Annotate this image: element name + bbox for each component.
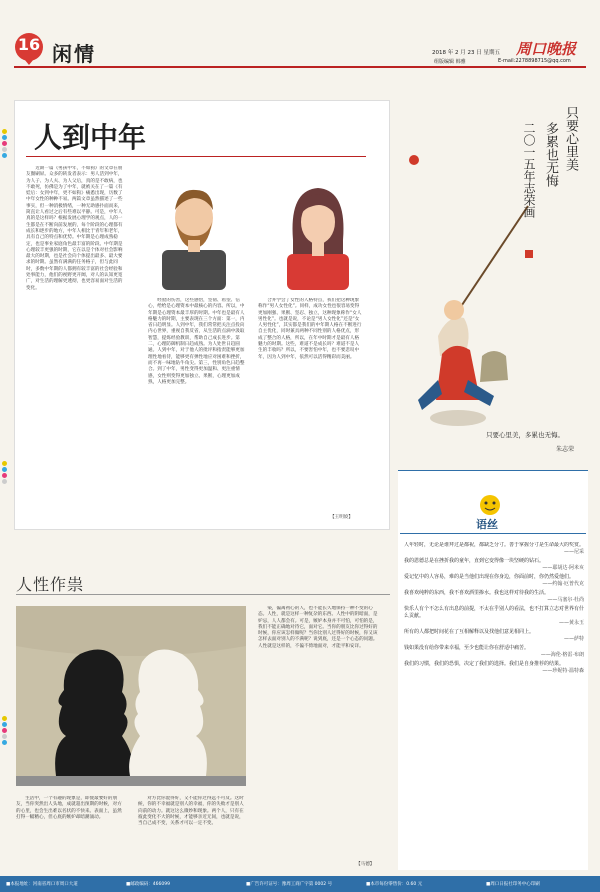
article1-author: 【王明姣】 [330, 515, 353, 520]
quote-text: 快乐人有个不怎么有出息的前提，不太在乎别人的看法，也不打算立志对世界有什么贡献。 [404, 606, 584, 619]
article1-col1-text: 近期一篇《男孩中年，不如狗》的文章在朋友圈刷屏。众多的转发者表示：男人活到中年，为人子、为人夫、为人父后，真的是不敢病，也不敢死，仿佛是为了中年，就被关在了一篇《有娃后：女到中年，更不如狗》痛悉出现，历数了中年女性的种种不易。两篇文章虽然描述了一些事实，但一种消极情绪，一种无助感扑面而来，简直让人看过之后有些难以平静。可是，中年人真的是这样吗？根据发展心理学的观点，人的一生都是在不断向前发展的，每个阶段的心理都有成长和逐步的地方，中年人相比于青年和老年，具有自己的特点和优势。中年期是心理成熟稳定，也是事业家庭角色最丰富的阶段。中年期是心理较丰更强的时期，它在以是个体对社会影响最大的时期，也是社会向个体提出最多、最大要求的时期。虽然有满满的任务格子，但与此同时，多数中年期的人都拥有较丰富的社会经验和处事能力，他们的视野更开阔，对人的认知更宽广，对生活的理解更透彻，也更容易面对生活的变化。 [26, 166, 123, 291]
quote-author: ——约翰·厄普代克 [542, 581, 584, 587]
calligraphy-col3: 二〇一五年志荣画 [522, 122, 536, 218]
article2-col1-text: 生活中，一个有趣的现象是，即使最要好的朋友，当你突然出人头地，成就超出预期的时候，对方的心里，也会生出难以名状的不快来。表面上，虽然打得一幅精心，但心底的嫉妒却暗潮涌动。 [16, 796, 122, 820]
side-dots-bottom [2, 715, 7, 746]
quote-item [404, 661, 584, 675]
quote-text: 爱记忆中的人容易，难的是当他们出现在你身边，你面前时，你仍然爱他们。 [404, 574, 575, 580]
quote-item [404, 629, 584, 643]
yusi-title: 语丝 [476, 518, 498, 531]
calligraphy-col2: 多累也无悔 [543, 122, 558, 187]
footer-item: ■广告许可证号：豫周工商广字第 0002 号 [246, 882, 333, 887]
article2-col3 [258, 606, 382, 864]
footer-bar [0, 876, 600, 892]
painter-name: 朱志荣 [556, 446, 575, 453]
painting-seal [525, 250, 533, 258]
article2-col2 [138, 796, 246, 872]
quote-item [404, 558, 584, 572]
footer-item: ■邮政编码：466099 [126, 882, 170, 887]
quote-author: ——珍妮特·温特森 [542, 668, 584, 674]
quote-author: ——尼采 [563, 549, 584, 555]
quote-text: 我的恩德总是在挫折我的童年，直到它变得像一块坚硬的钻石。 [404, 558, 545, 564]
quote-item [404, 645, 584, 659]
quote-text: 人年轻时，无论是谁拜过是都祝，都缺乏分寸。善于掌握分寸是生命最大的奖赏。 [404, 542, 584, 548]
date-line: 2018 年 2 月 23 日 星期五 [432, 50, 500, 56]
header-rule [14, 66, 586, 68]
quote-item [404, 606, 584, 627]
article1-col1 [26, 166, 124, 522]
painting [398, 100, 588, 430]
calligraphy-col1: 只要心里美 [563, 106, 578, 171]
footer-item: ■本报地址：河南省周口市周口大道 [6, 882, 78, 887]
quote-author: ——耶胡达·阿米亥 [542, 565, 584, 571]
article2-author: 【马德】 [356, 862, 375, 867]
article2-title-rule [16, 594, 390, 595]
page-number: 16 [17, 35, 41, 54]
article1-col3-text: 合并学会了女性的人格特点，我们把这种现象称作“男人女性化”。同样，成功女性也很容易变得更加刚强、果断、坚忍、独立，这种现象称作“女人男性化”。也就是说，不论是“男人女性化”还是“女人男性化”，其实都是我们的中年期人格在不断进行自主优化，同时兼具两种不同性别的人格优点，形成了整合的人格，所以，在年中时期才是最有人格魅力的时期。这些，难道不是成长吗？难道不是人生的丰收吗？所以，不要害怕中年，也不要悲叹中年，因为人到中年，依然可以活得精彩而美丽。 [258, 298, 362, 360]
email-line: E-mail:2278898715@qq.com [498, 58, 571, 64]
article2-title: 人性作祟 [16, 575, 85, 594]
quote-author: ——海伦·格雷·布朗 [540, 652, 584, 658]
newspaper-logo: 周口晚报 [516, 40, 577, 58]
editor-line: 组版编辑 韩雅 [434, 59, 466, 65]
woman-illustration [285, 180, 351, 290]
article1-title: 人到中年 [34, 121, 147, 154]
quote-text: 我喜欢纯粹的东西，我不喜欢酒里掺水。我也这样对待我的生活。 [404, 590, 550, 596]
quote-author: ——黄永玉 [558, 620, 584, 626]
section-title: 闲情 [52, 42, 96, 66]
quote-text: 钱如果没有给你带来幸福，至少也能让你在舒适中痛苦。 [404, 645, 530, 651]
side-dots-mid [2, 460, 7, 485]
article1-col2-text: 经验的伤害，这些感悟，坚韧、希望、信心，给给是心理资本中最核心的内容。所以，中年期是心理资本最丰厚的时期。中年也是最有人格魅力的时期，主要表现在三个方面：第一，内省日趋明显。人到中年，我们常常把关注点投向内心世界，重视自我反省，从生活的点滴中汲取智慧，提炼经验教训，帮助自己成长进步。第二，心理防御机制日趋成熟。为人处世日趋圆通。人到中年，对于他人的批评和指责能够更加理性地看待，能够更有弹性地应对困难和挫折，而不再一味地钻牛角尖。第三，性别角色日趋整合。到了中年，男性变得更加温和、更注重情感，女性则变得更加独立、果断，心理更加成熟，人格更加完整。 [148, 298, 245, 385]
yusi-title-rule [400, 533, 586, 534]
footer-item: ■本市每份零售价：0.60 元 [366, 882, 423, 887]
quote-author: ——马塞尔·杜尚 [547, 597, 584, 603]
article2-col3-text: 染，偏离初心的人，也不能长久地保持一种不变的心态。人性，就是这样一种复杂的东西。人性中的阴暗面，是妒忌，人人都会有。可是，嫉妒本身并不可怕，可怕的是，我们不能正确地对待它，面对它。当你的朋友比你过得好的时候，你应该怎样做呢？当你比别人过得好的时候，你又该怎样去面对别人的不满呢？说到底，还是一个心态的问题。人性就是这样的，不偏不倚地面对，才能平和安详。 [258, 606, 378, 649]
article2-col1 [16, 796, 122, 872]
painting-caption: 只要心里美，多累也无悔。 [486, 431, 564, 439]
quote-item [404, 542, 584, 556]
article2-col2-text: 对方比你混得好，又不能你过得远不可及。这时候，你的不幸福就是别人的幸福，你的失败才是别人向前的动力。就这这么微妙和现象。两个人，只有在彼此变化不大的时候，才能够亲近无间，也就是说，当自己成不变，关系才可以一定不变。 [138, 796, 244, 827]
quote-item [404, 590, 584, 604]
quote-item [404, 574, 584, 588]
quotes-list [404, 542, 584, 870]
silhouette-illustration [16, 606, 246, 786]
footer-item: ■周口日报社印务中心印刷 [486, 882, 540, 887]
side-dots-top [2, 128, 7, 159]
quote-text: 我们的习惯，我们的恐惧，决定了我们的选择。我们是自身推荐的结果。 [404, 661, 565, 667]
article1-col3 [258, 298, 362, 512]
quote-author: ——萨特 [563, 636, 584, 642]
title-rule [26, 156, 366, 157]
page-number-badge [14, 32, 44, 66]
article1-col2 [148, 298, 248, 522]
man-illustration [162, 180, 226, 290]
quote-text: 所有的人都把时间花在了互相解释以及找他们意见相同上。 [404, 629, 535, 635]
